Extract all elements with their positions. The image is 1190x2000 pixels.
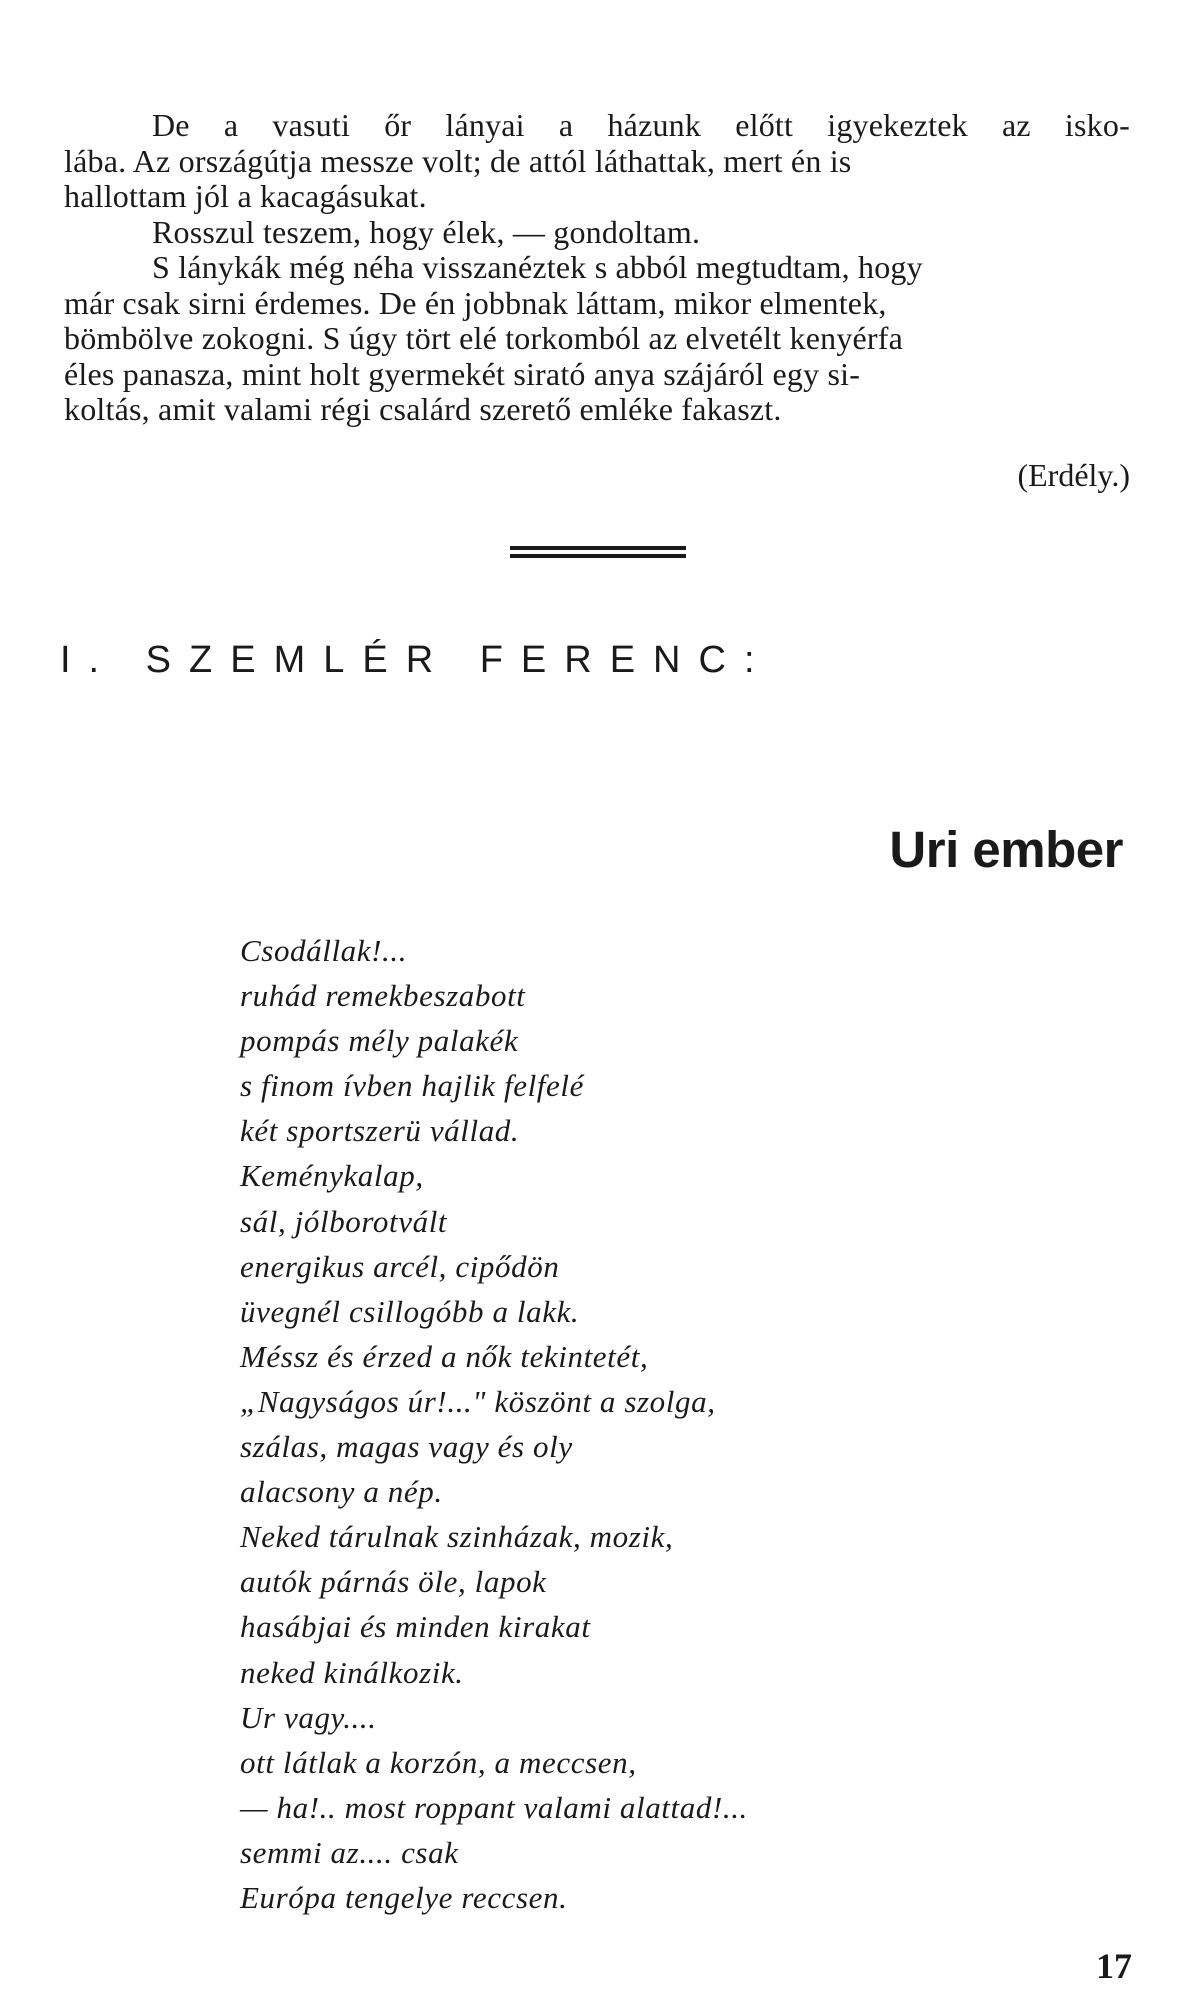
poem-title: Uri ember (889, 821, 1123, 878)
poem-line: Keménykalap, (240, 1158, 424, 1194)
poem-line: energikus arcél, cipődön (240, 1248, 560, 1284)
prose-line: éles panasza, mint holt gyermekét sirató anya szájáról egy si- (64, 355, 861, 392)
poem-line: ruhád remekbeszabott (240, 978, 526, 1014)
poem-line: alacsony a nép. (240, 1474, 443, 1510)
poem-line: neked kinálkozik. (240, 1654, 464, 1690)
prose-line: már csak sirni érdemes. De én jobbnak láttam, mikor elmentek, (64, 284, 887, 321)
poem-line: semmi az.... csak (240, 1834, 459, 1870)
section-divider (510, 546, 686, 562)
poem-line: hasábjai és minden kirakat (240, 1609, 591, 1645)
prose-signoff: (Erdély.) (1017, 457, 1130, 493)
prose-line: Rosszul teszem, hogy élek, — gondoltam. (152, 213, 701, 250)
prose-line: koltás, amit valami régi csalárd szerető emléke fakaszt. (64, 391, 782, 427)
poem-line: autók párnás öle, lapok (240, 1564, 547, 1600)
poem-line: Európa tengelye reccsen. (240, 1879, 568, 1915)
poem-line: szálas, magas vagy és oly (240, 1429, 573, 1465)
prose-passage (64, 108, 1130, 428)
prose-line: De a vasuti őr lányai a házunk előtt igyekeztek az isko- (152, 107, 1130, 143)
author-byline: I. SZEMLÉR FERENC: (60, 639, 773, 681)
poem-line: „Nagyságos úr!..." köszönt a szolga, (240, 1383, 716, 1419)
poem-line: sál, jólborotvált (240, 1203, 448, 1239)
page-number: 17 (1096, 1946, 1132, 1986)
prose-line: S lánykák még néha visszanéztek s abból megtudtam, hogy (152, 249, 923, 285)
prose-line: lába. Az országútja messze volt; de attól láthattak, mert én is (64, 142, 852, 179)
prose-line: hallottam jól a kacagásukat. (64, 178, 427, 214)
poem-line: Neked tárulnak szinházak, mozik, (240, 1519, 674, 1555)
poem-line: s finom ívben hajlik felfelé (240, 1068, 584, 1104)
poem-line: két sportszerü vállad. (240, 1113, 520, 1149)
poem-line: üvegnél csillogóbb a lakk. (240, 1293, 580, 1329)
poem-line: Ur vagy.... (240, 1699, 377, 1735)
poem-body (240, 928, 1110, 1920)
prose-line: bömbölve zokogni. S úgy tört elé torkomból az elvetélt kenyérfa (64, 320, 904, 356)
poem-line: Méssz és érzed a nők tekintetét, (240, 1338, 649, 1374)
poem-line: pompás mély palakék (240, 1023, 519, 1059)
poem-line: Csodállak!... (240, 933, 408, 968)
poem-line: — ha!.. most roppant valami alattad!... (240, 1789, 748, 1825)
poem-line: ott látlak a korzón, a meccsen, (240, 1744, 637, 1780)
